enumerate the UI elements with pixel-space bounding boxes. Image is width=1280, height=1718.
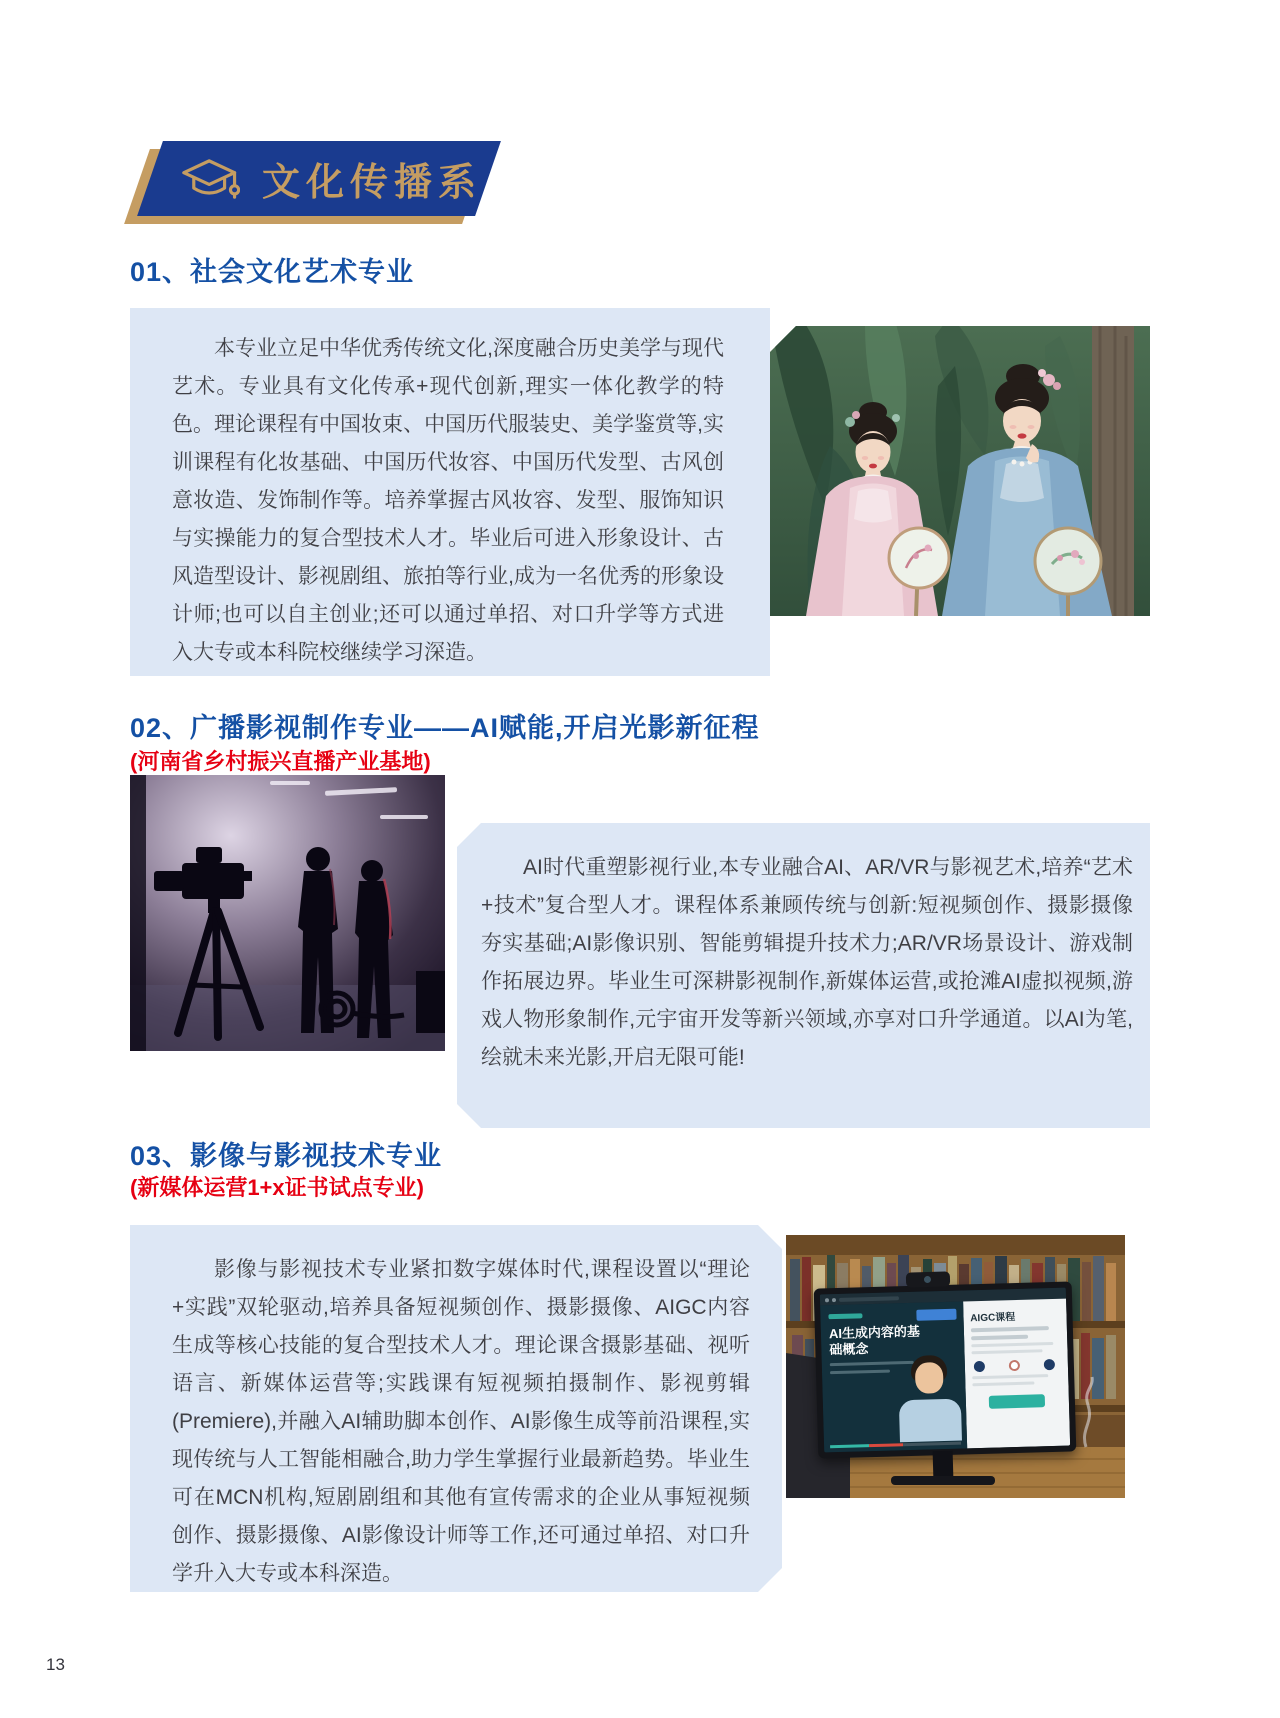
video-progress-bar [830, 1442, 961, 1449]
screen-course-title: AI生成内容的基础概念 [828, 1323, 921, 1358]
monitor [814, 1281, 1077, 1458]
webcam [906, 1271, 950, 1287]
header-badge-content [150, 141, 488, 216]
section-02-title: 02、广播影视制作专业——AI赋能,开启光影新征程 [130, 713, 760, 743]
graduation-cap-icon [182, 156, 240, 202]
screen-blue-button [916, 1309, 956, 1321]
film-set-photo [130, 775, 445, 1051]
hanfu-photo-illustration [770, 326, 1150, 616]
course-hero-panel [820, 1301, 967, 1452]
presenter-portrait [897, 1355, 961, 1443]
section-02-subtitle: (河南省乡村振兴直播产业基地) [130, 749, 431, 774]
department-title: 文化传播系 [262, 162, 483, 204]
screen-panel-heading: AIGC课程 [970, 1312, 1016, 1325]
page-number: 13 [46, 1655, 65, 1674]
section-01-title: 01、社会文化艺术专业 [130, 257, 415, 287]
course-feature-icons [971, 1356, 1061, 1372]
film-set-illustration [130, 775, 445, 1051]
section-03-title: 03、影像与影视技术专业 [130, 1141, 443, 1171]
hanfu-models-photo [770, 326, 1150, 616]
course-info-panel [963, 1299, 1070, 1449]
monitor-screen [820, 1288, 1070, 1453]
section-02-body: AI时代重塑影视行业,本专业融合AI、AR/VR与影视艺术,培养“艺术+技术”复合型人才。课程体系兼顾传统与创新:短视频创作、摄影摄像夯实基础;AI影像识别、智能剪辑提升技术力;AR/VR场景设计、游戏制作拓展边界。毕业生可深耕影视制作,新媒体运营,或抢滩AI虚拟视频,游戏人物形象制作,元宇宙开发等新兴领域,亦享对口升学通道。以AI为笔,绘就未来光影,开启无限可能! [481, 856, 1133, 1069]
monitor-stand [933, 1451, 954, 1480]
section-01-body: 本专业立足中华优秀传统文化,深度融合历史美学与现代艺术。专业具有文化传承+现代创新,理实一体化教学的特色。理论课程有中国妆束、中国历代服装史、美学鉴赏等,实训课程有化妆基础、中国历代妆容、中国历代发型、古风创意妆造、发饰制作等。培养掌握古风妆容、发型、服饰知识与实操能力的复合型技术人才。毕业后可进入形象设计、古风造型设计、影视剧组、旅拍等行业,成为一名优秀的形象设计师;也可以自主创业;还可以通过单招、对口升学等方式进入大专或本科院校继续学习深造。 [172, 337, 724, 664]
monitor-course-photo [786, 1235, 1125, 1498]
section-03-subtitle: (新媒体运营1+x证书试点专业) [130, 1175, 424, 1200]
monitor-stand-base [891, 1476, 995, 1485]
section-03-body: 影像与影视技术专业紧扣数字媒体时代,课程设置以“理论+实践”双轮驱动,培养具备短视频创作、摄影摄像、AIGC内容生成等核心技能的复合型技术人才。理论课含摄影基础、视听语言、新媒体运营等;实践课有短视频拍摄制作、影视剪辑(Premiere),并融入AI辅助脚本创作、AI影像生成等前沿课程,实现传统与人工智能相融合,助力学生掌握行业最新趋势。毕业生可在MCN机构,短剧剧组和其他有宣传需求的企业从事短视频创作、摄影摄像、AI影像设计师等工作,还可通过单招、对口升学升入大专或本科深造。 [172, 1258, 750, 1585]
course-logo [828, 1313, 862, 1319]
screen-teal-button [989, 1394, 1045, 1409]
